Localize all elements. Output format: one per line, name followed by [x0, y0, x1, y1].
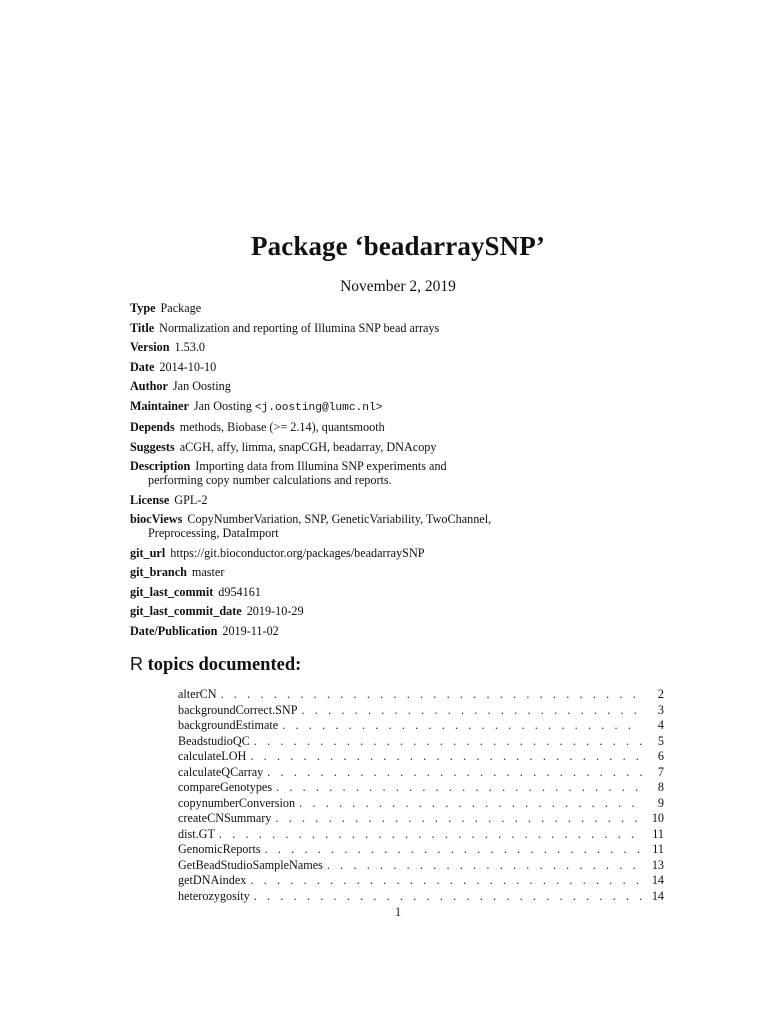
toc-entry-name[interactable]: heterozygosity [178, 888, 250, 903]
toc-entry-page[interactable]: 8 [657, 780, 664, 794]
package-title: Package ‘beadarraySNP’ [251, 231, 545, 261]
field-key: Version [130, 340, 170, 354]
toc-entry[interactable] [178, 780, 664, 796]
toc-leader-dots [221, 687, 642, 703]
toc-leader-dots [267, 765, 642, 781]
toc-entry[interactable] [178, 703, 664, 719]
field-value: Jan Oosting [172, 379, 231, 393]
toc-entry-name[interactable]: compareGenotypes [178, 780, 273, 794]
toc-entry-page[interactable]: 7 [657, 764, 664, 779]
toc-leader-dots [276, 780, 642, 796]
field-value: Importing data from Illumina SNP experiments and [195, 459, 447, 473]
toc-entry[interactable] [178, 765, 664, 781]
toc-leader-dots [327, 858, 642, 874]
toc-leader-dots [254, 734, 642, 750]
toc-entry-name[interactable]: backgroundCorrect.SNP [178, 702, 298, 717]
field-key: biocViews [130, 512, 183, 526]
toc-leader-dots [250, 873, 642, 889]
toc-leader-dots [254, 889, 642, 905]
field-key: Date/Publication [130, 623, 218, 638]
r-letter: R [130, 654, 143, 674]
toc-entry[interactable] [178, 827, 664, 843]
field-git-last-commit-date [130, 604, 690, 618]
field-value: methods, Biobase (>= 2.14), quantsmooth [179, 420, 385, 434]
field-key: git_last_commit_date [130, 604, 242, 618]
field-value: 2019-11-02 [222, 623, 279, 638]
toc-entry[interactable] [178, 811, 664, 827]
description-fields [130, 301, 690, 643]
field-key: Type [130, 301, 156, 315]
toc-heading [130, 654, 301, 676]
field-key: Date [130, 359, 155, 374]
field-key: Depends [130, 420, 175, 434]
field-value: 1.53.0 [174, 340, 205, 354]
field-type [130, 301, 690, 315]
toc-leader-dots [219, 827, 642, 843]
toc-entry-name[interactable]: calculateQCarray [178, 764, 264, 779]
field-value: master [191, 565, 225, 579]
field-git-branch [130, 565, 690, 579]
toc-entry-page[interactable]: 11 [652, 842, 664, 856]
toc-entry-name[interactable]: BeadstudioQC [178, 733, 250, 748]
toc-entry-page[interactable]: 5 [657, 733, 664, 748]
field-value: GPL-2 [174, 492, 208, 507]
field-value: Package [160, 301, 202, 315]
toc-leader-dots [299, 796, 642, 812]
field-value: https://git.bioconductor.org/packages/beadarraySNP [170, 545, 425, 560]
field-key: Suggests [130, 439, 175, 454]
toc-leader-dots [301, 703, 642, 719]
toc-entry-page[interactable]: 10 [651, 811, 664, 825]
maintainer-email: <j.oosting@lumc.nl> [254, 401, 383, 414]
toc-entry-page[interactable]: 9 [657, 795, 664, 810]
toc-entry-page[interactable]: 6 [657, 749, 664, 763]
field-depends [130, 420, 690, 434]
field-git-last-commit [130, 585, 690, 599]
toc-entry-page[interactable]: 3 [657, 702, 664, 717]
toc-entry-name[interactable]: backgroundEstimate [178, 718, 279, 732]
field-author [130, 379, 690, 393]
toc-entry-page[interactable]: 4 [657, 718, 664, 732]
field-value-continuation: Preprocessing, DataImport [148, 526, 279, 540]
toc-entry-page[interactable]: 14 [651, 888, 664, 903]
toc-entry[interactable] [178, 718, 664, 734]
toc-leader-dots [250, 749, 642, 765]
toc-entry-page[interactable]: 14 [651, 873, 664, 887]
field-biocviews [130, 512, 690, 540]
field-value: 2014-10-10 [159, 359, 217, 374]
toc-leader-dots [275, 811, 642, 827]
toc-heading-text: topics documented: [143, 655, 302, 675]
toc-entry-name[interactable]: copynumberConversion [178, 795, 296, 810]
toc-entry-name[interactable]: alterCN [178, 687, 217, 701]
field-git-url [130, 546, 690, 560]
toc-entry-name[interactable]: getDNAindex [178, 873, 247, 887]
toc-entry-page[interactable]: 13 [651, 857, 664, 872]
field-license [130, 493, 690, 507]
field-key: Author [130, 379, 168, 393]
toc-leader-dots [282, 718, 642, 734]
table-of-contents [178, 687, 664, 904]
toc-entry-name[interactable]: dist.GT [178, 826, 215, 841]
toc-entry[interactable] [178, 842, 664, 858]
toc-entry[interactable] [178, 796, 664, 812]
field-value: 2019-10-29 [246, 604, 304, 618]
toc-entry-name[interactable]: GenomicReports [178, 842, 261, 856]
toc-entry[interactable] [178, 749, 664, 765]
field-value: CopyNumberVariation, SNP, GeneticVariability, TwoChannel, [187, 512, 492, 526]
field-key: git_last_commit [130, 584, 214, 599]
field-value-continuation: performing copy number calculations and reports. [148, 473, 392, 487]
toc-entry[interactable] [178, 889, 664, 905]
toc-entry[interactable] [178, 687, 664, 703]
field-key: License [130, 492, 170, 507]
field-date [130, 360, 690, 374]
toc-entry-name[interactable]: calculateLOH [178, 749, 247, 763]
field-key: Description [130, 459, 191, 473]
field-date-publication [130, 624, 690, 638]
field-value: Jan Oosting [193, 398, 252, 413]
field-key: Title [130, 320, 155, 335]
toc-entry-page[interactable]: 2 [657, 687, 664, 701]
field-key: Maintainer [130, 398, 189, 413]
toc-entry-name[interactable]: createCNSummary [178, 811, 272, 825]
toc-entry[interactable] [178, 734, 664, 750]
field-maintainer [130, 399, 690, 415]
field-value: d954161 [218, 584, 261, 599]
page-number: 1 [394, 905, 402, 919]
toc-entry-page[interactable]: 11 [652, 826, 664, 841]
field-key: git_url [130, 545, 166, 560]
field-title [130, 321, 690, 335]
toc-entry-name[interactable]: GetBeadStudioSampleNames [178, 857, 323, 872]
toc-entry[interactable] [178, 858, 664, 874]
field-value: Normalization and reporting of Illumina SNP bead arrays [159, 320, 440, 335]
field-key: git_branch [130, 565, 187, 579]
field-suggests [130, 440, 690, 454]
field-value: aCGH, affy, limma, snapCGH, beadarray, DNAcopy [179, 439, 437, 454]
package-date: November 2, 2019 [340, 278, 456, 295]
field-version [130, 340, 690, 354]
field-description [130, 459, 690, 487]
toc-entry[interactable] [178, 873, 664, 889]
toc-leader-dots [265, 842, 642, 858]
